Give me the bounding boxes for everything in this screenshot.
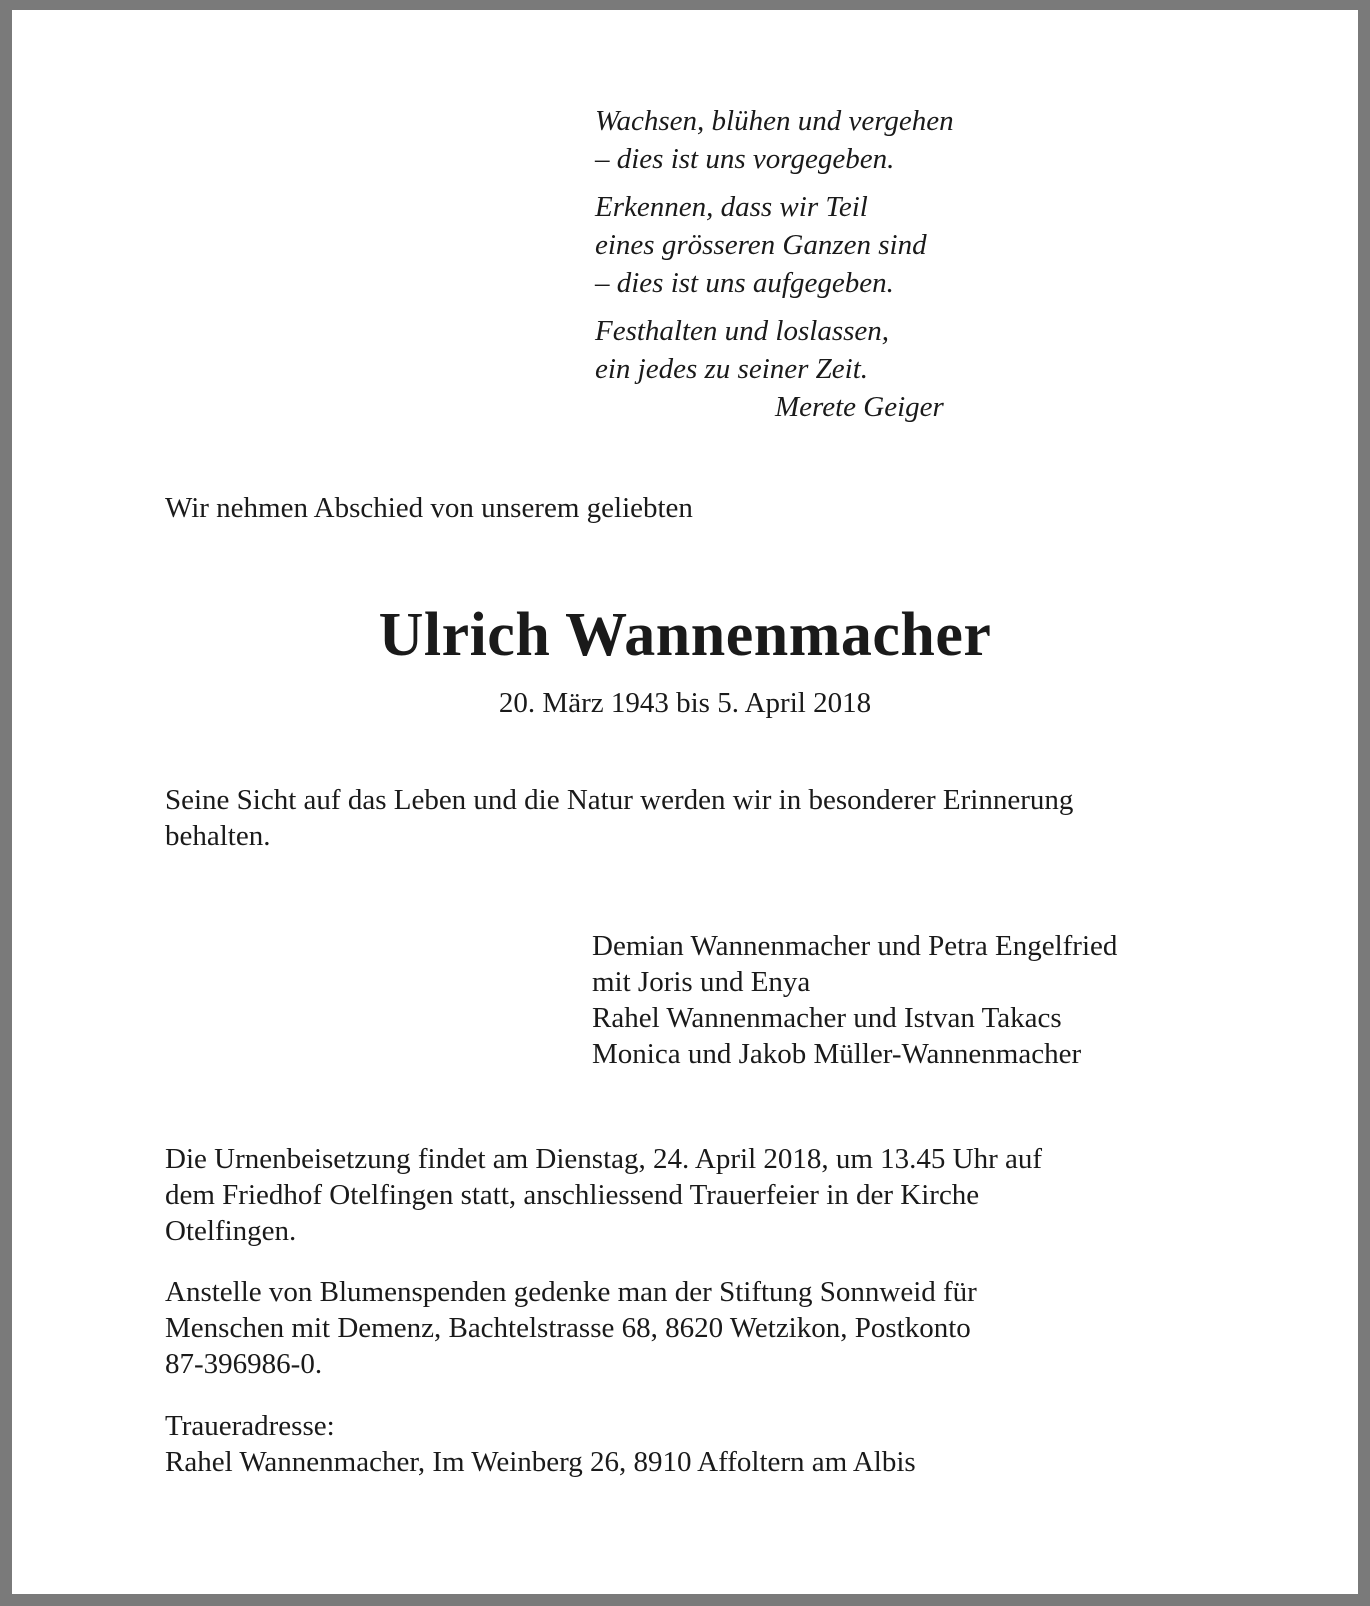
deceased-dates: 20. März 1943 bis 5. April 2018	[498, 687, 872, 719]
poem-stanza	[595, 188, 1015, 302]
obituary-page	[12, 10, 1358, 1594]
poem-author: Merete Geiger	[775, 391, 944, 423]
poem-stanza	[595, 102, 1015, 178]
memory-line: behalten.	[165, 820, 271, 852]
memory-paragraph	[165, 782, 1225, 854]
poem-line: eines grösseren Ganzen sind	[595, 229, 927, 261]
ceremony-line: Otelfingen.	[165, 1215, 297, 1247]
poem-line: – dies ist uns vorgegeben.	[595, 143, 895, 175]
mourner-line: Demian Wannenmacher und Petra Engelfried	[592, 930, 1118, 962]
mourners-list	[592, 928, 1117, 1072]
ceremony-line: Die Urnenbeisetzung findet am Dienstag, 24. April 2018, um 13.45 Uhr auf	[165, 1143, 1043, 1175]
ceremony-line: dem Friedhof Otelfingen statt, anschliessend Trauerfeier in der Kirche	[165, 1179, 980, 1211]
address-paragraph	[165, 1408, 1225, 1480]
poem	[595, 102, 1015, 426]
poem-line: ein jedes zu seiner Zeit.	[595, 353, 869, 385]
poem-line: Erkennen, dass wir Teil	[595, 191, 868, 223]
ceremony-paragraph	[165, 1141, 1225, 1249]
intro-text: Wir nehmen Abschied von unserem geliebten	[165, 492, 693, 524]
poem-stanza	[595, 312, 1015, 388]
deceased-name: Ulrich Wannenmacher	[378, 601, 992, 669]
donation-paragraph	[165, 1274, 1225, 1382]
address-value: Rahel Wannenmacher, Im Weinberg 26, 8910 Affoltern am Albis	[165, 1446, 916, 1478]
address-label: Traueradresse:	[165, 1410, 335, 1442]
donation-line: Menschen mit Demenz, Bachtelstrasse 68, 8620 Wetzikon, Postkonto	[165, 1312, 971, 1344]
memory-line: Seine Sicht auf das Leben und die Natur werden wir in besonderer Erinnerung	[165, 784, 1074, 816]
mourner-line: mit Joris und Enya	[592, 966, 811, 998]
mourner-line: Rahel Wannenmacher und Istvan Takacs	[592, 1002, 1062, 1034]
donation-line: Anstelle von Blumenspenden gedenke man der Stiftung Sonnweid für	[165, 1276, 977, 1308]
mourner-line: Monica und Jakob Müller-Wannenmacher	[592, 1038, 1082, 1070]
poem-line: Wachsen, blühen und vergehen	[595, 105, 954, 137]
poem-line: – dies ist uns aufgegeben.	[595, 267, 894, 299]
poem-line: Festhalten und loslassen,	[595, 315, 890, 347]
donation-line: 87-396986-0.	[165, 1348, 323, 1380]
